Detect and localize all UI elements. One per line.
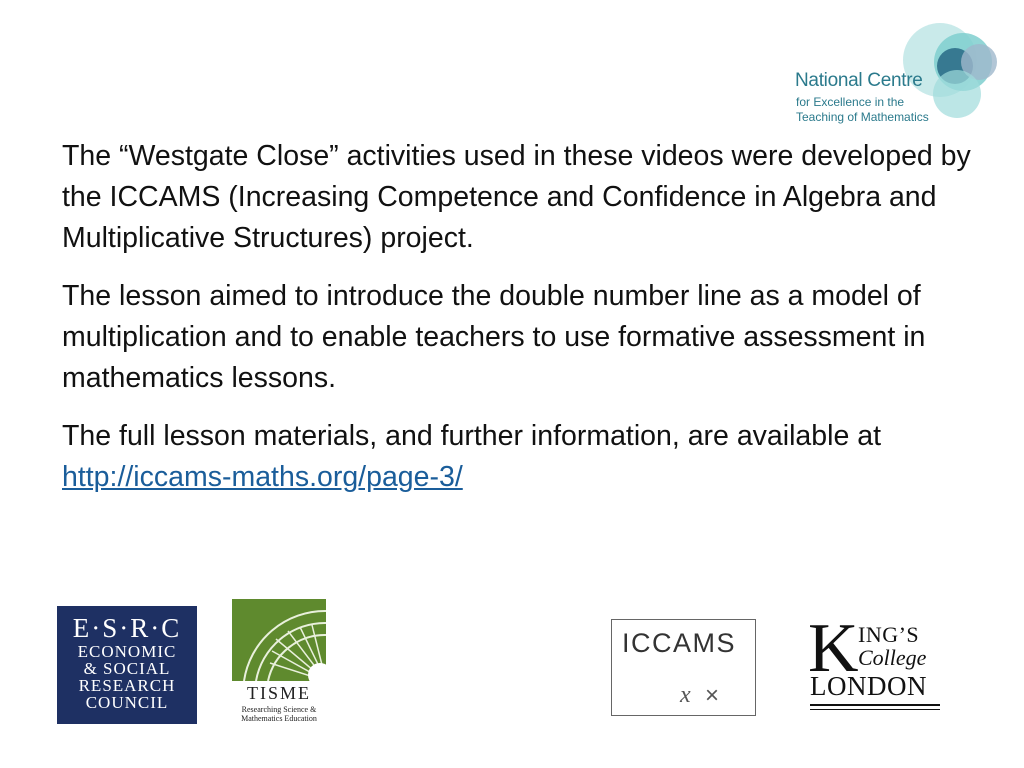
kings-rule-1 bbox=[810, 704, 940, 706]
iccams-times-icon: × bbox=[705, 682, 720, 709]
kings-college-logo bbox=[808, 610, 943, 714]
paragraph-2: The lesson aimed to introduce the double number line as a model of multiplication and to enable teachers to use formative assessment in mathematics lessons. bbox=[62, 280, 926, 394]
tisme-sub-1: Researching Science & bbox=[241, 705, 317, 714]
paragraph-3-text: The full lesson materials, and further information, are available at bbox=[62, 420, 881, 452]
tisme-name: TISME bbox=[247, 683, 311, 703]
tisme-sub-2: Mathematics Education bbox=[241, 714, 317, 723]
main-content bbox=[62, 136, 982, 515]
tisme-emblem-icon bbox=[232, 599, 326, 681]
ncetm-subtitle-2: Teaching of Mathematics bbox=[796, 110, 929, 124]
iccams-x-symbol: x bbox=[680, 682, 691, 708]
esrc-line-economic: ECONOMIC bbox=[77, 642, 177, 661]
iccams-logo bbox=[611, 619, 756, 716]
ncetm-subtitle-1: for Excellence in the bbox=[796, 95, 905, 109]
tisme-logo bbox=[232, 599, 326, 725]
ncetm-logo bbox=[795, 22, 1010, 127]
kings-rule-2 bbox=[810, 709, 940, 710]
esrc-line-research: RESEARCH bbox=[78, 676, 176, 695]
iccams-link[interactable]: http://iccams-maths.org/page-3/ bbox=[62, 461, 463, 493]
kings-london: LONDON bbox=[810, 671, 927, 701]
paragraph-1: The “Westgate Close” activities used in these videos were developed by the ICCAMS (Increasing Competence and Confidence in Algebra and Multiplicative Structures) project. bbox=[62, 140, 971, 254]
esrc-line-social: & SOCIAL bbox=[83, 659, 171, 678]
esrc-line-council: COUNCIL bbox=[85, 693, 169, 712]
kings-college: College bbox=[858, 645, 927, 670]
esrc-initials: E·S·R·C bbox=[72, 613, 182, 643]
kings-ings: ING’S bbox=[858, 622, 920, 647]
esrc-logo bbox=[57, 606, 197, 724]
kings-k-letter: K bbox=[808, 610, 859, 687]
ncetm-title: National Centre bbox=[795, 70, 923, 91]
paragraph-3 bbox=[62, 416, 982, 498]
iccams-name: ICCAMS bbox=[622, 628, 737, 658]
